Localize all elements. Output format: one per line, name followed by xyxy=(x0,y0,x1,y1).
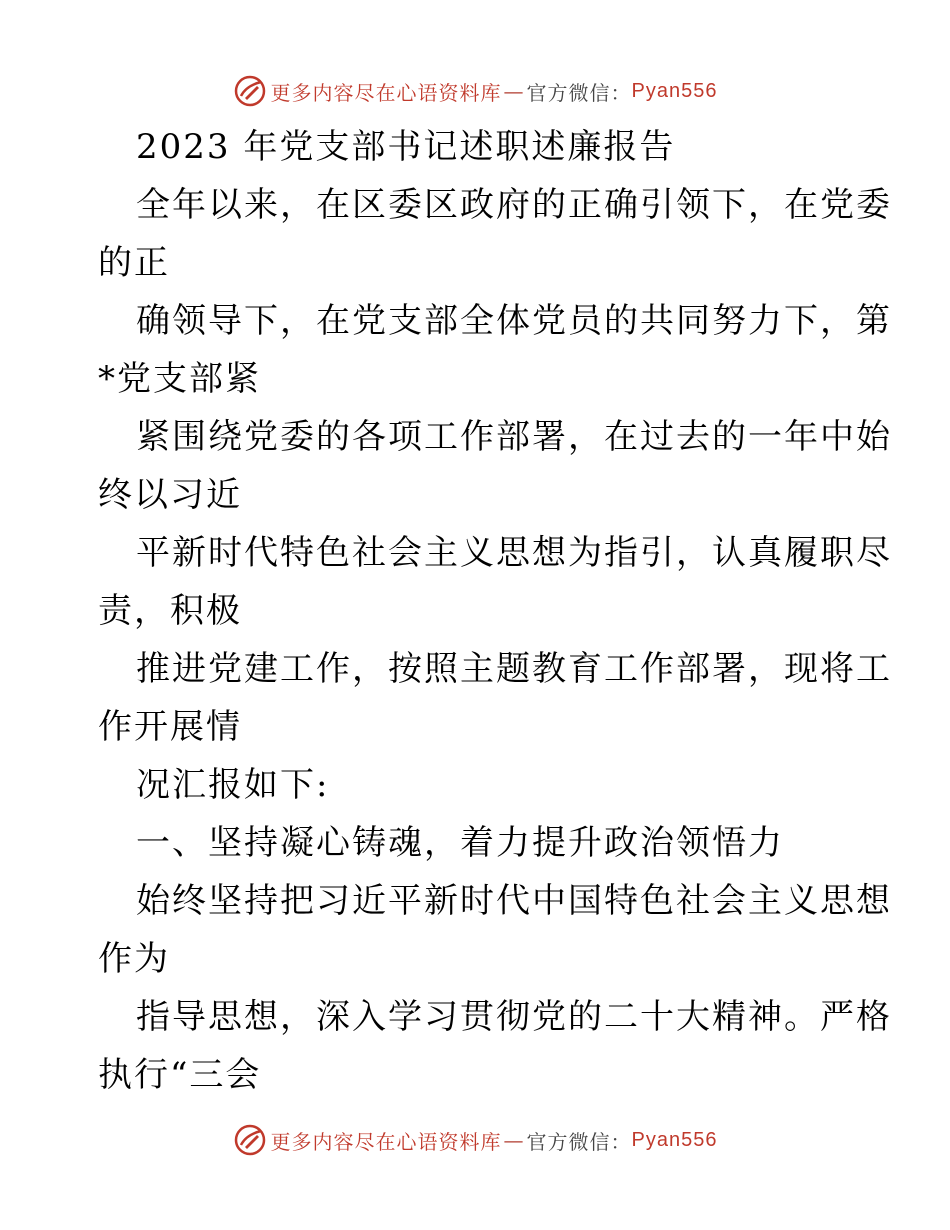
text-line: 2023 年党支部书记述职述廉报告 xyxy=(136,127,676,167)
text-line: 责，积极 xyxy=(98,591,242,631)
watermark-brand: 更多内容尽在心语资料库 xyxy=(270,80,502,105)
watermark-id: Pyan556 xyxy=(631,1128,718,1151)
text-line: *党支部紧 xyxy=(98,359,261,399)
text-line: 紧围绕党委的各项工作部署，在过去的一年中始 xyxy=(136,417,892,457)
text-line: 终以习近 xyxy=(98,475,242,515)
text-line: 始终坚持把习近平新时代中国特色社会主义思想 xyxy=(136,881,892,921)
text-line: 况汇报如下: xyxy=(136,765,330,805)
watermark-brand: 更多内容尽在心语资料库 xyxy=(270,1129,502,1154)
watermark-dash: — xyxy=(503,1128,525,1152)
text-line: 指导思想，深入学习贯彻党的二十大精神。严格 xyxy=(136,997,892,1037)
watermark-dash: — xyxy=(503,79,525,103)
text-line: 一、坚持凝心铸魂，着力提升政治领悟力 xyxy=(136,823,784,863)
watermark-official: 官方微信： xyxy=(526,1129,632,1154)
footer-watermark xyxy=(0,1120,950,1160)
text-line: 执行“三会 xyxy=(98,1055,262,1095)
text-line: 作为 xyxy=(98,939,170,979)
text-line: 全年以来，在区委区政府的正确引领下，在党委 xyxy=(136,185,892,225)
document-body xyxy=(98,118,892,1104)
pen-logo-icon xyxy=(233,74,267,108)
text-line: 作开展情 xyxy=(98,707,242,747)
watermark-id: Pyan556 xyxy=(631,79,718,102)
text-line: 推进党建工作，按照主题教育工作部署，现将工 xyxy=(136,649,892,689)
header-watermark xyxy=(0,71,950,111)
text-line: 确领导下，在党支部全体党员的共同努力下，第 xyxy=(136,301,892,341)
watermark-official: 官方微信： xyxy=(526,80,632,105)
pen-logo-icon xyxy=(233,1123,267,1157)
text-line: 的正 xyxy=(98,243,170,283)
text-line: 平新时代特色社会主义思想为指引，认真履职尽 xyxy=(136,533,892,573)
